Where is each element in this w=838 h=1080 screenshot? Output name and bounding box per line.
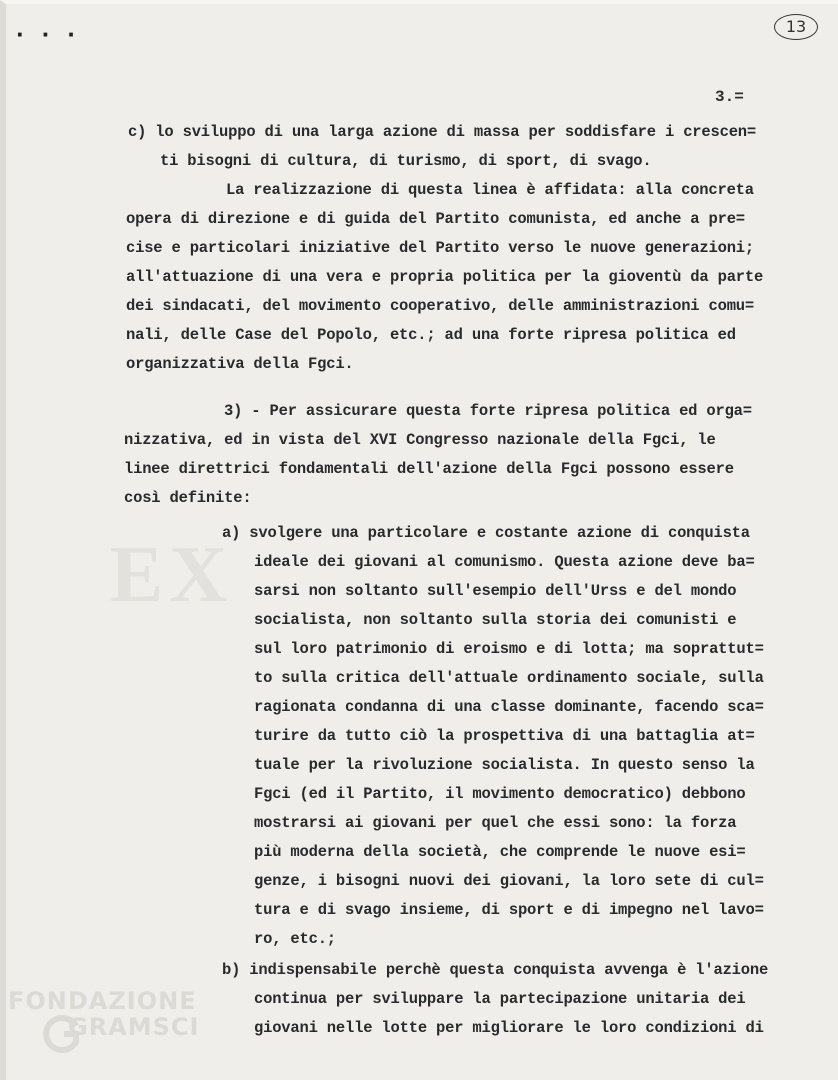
text-line: nizzativa, ed in vista del XVI Congresso nazionale della Fgci, le xyxy=(124,431,716,449)
text-line: genze, i bisogni nuovi dei giovani, la loro sete di cul= xyxy=(254,872,764,890)
text-line: to sulla critica dell'attuale ordinamento sociale, sulla xyxy=(254,669,764,687)
text-line: tura e di svago insieme, di sport e di impegno nel lavo= xyxy=(254,901,764,919)
text-line: ragionata condanna di una classe dominante, facendo sca= xyxy=(254,698,764,716)
text-line: linee direttrici fondamentali dell'azione della Fgci possono essere xyxy=(124,460,734,478)
text-line: mostrarsi ai giovani per quel che essi sono: la forza xyxy=(254,814,737,832)
fondazione-gramsci-watermark xyxy=(8,988,199,1040)
text-line: La realizzazione di questa linea è affidata: alla concreta xyxy=(226,181,754,199)
text-line: continua per sviluppare la partecipazione unitaria dei xyxy=(254,990,746,1008)
gramsci-logo-icon xyxy=(40,1012,84,1056)
text-line: Fgci (ed il Partito, il movimento democratico) debbono xyxy=(254,785,746,803)
text-line: ro, etc.; xyxy=(254,930,336,948)
text-line: così definite: xyxy=(124,489,252,507)
text-line: 3) - Per assicurare questa forte ripresa politica ed orga= xyxy=(224,402,752,420)
text-line: sul loro patrimonio di eroismo e di lotta; ma soprattut= xyxy=(254,640,764,658)
text-line: opera di direzione e di guida del Partito comunista, ed anche a pre= xyxy=(126,210,745,228)
faded-stamp: EX xyxy=(110,531,234,619)
text-line: all'attuazione di una vera e propria politica per la gioventù da parte xyxy=(126,268,764,286)
text-line: organizzativa della Fgci. xyxy=(126,355,354,373)
text-line: cise e particolari iniziative del Partito verso le nuove generazioni; xyxy=(126,239,755,257)
text-line: socialista, non soltanto sulla storia dei comunisti e xyxy=(254,611,737,629)
watermark-line-1: FONDAZIONE xyxy=(8,987,197,1015)
text-line: c) lo sviluppo di una larga azione di massa per soddisfare i crescen= xyxy=(128,123,757,141)
text-line: tuale per la rivoluzione socialista. In questo senso la xyxy=(254,756,755,774)
folio-stamp: 13 xyxy=(774,14,818,40)
text-line: turire da tutto ciò la prospettiva di una battaglia at= xyxy=(254,727,755,745)
text-line: sarsi non soltanto sull'esempio dell'Urss e del mondo xyxy=(254,582,737,600)
text-line: dei sindacati, del movimento cooperativo, delle amministrazioni comu= xyxy=(126,297,755,315)
text-line: giovani nelle lotte per migliorare le loro condizioni di xyxy=(254,1019,764,1037)
text-line: b) indispensabile perchè questa conquista avvenga è l'azione xyxy=(222,961,769,979)
ink-dots: ··· xyxy=(12,20,89,50)
watermark-line-2: GRAMSCI xyxy=(68,1013,200,1041)
text-line: più moderna della società, che comprende le nuove esi= xyxy=(254,843,746,861)
text-line: ti bisogni di cultura, di turismo, di sport, di svago. xyxy=(160,152,652,170)
text-line: a) svolgere una particolare e costante azione di conquista xyxy=(222,524,750,542)
text-line: ideale dei giovani al comunismo. Questa azione deve ba= xyxy=(254,553,755,571)
page-number: 3.= xyxy=(715,88,744,106)
text-line: nali, delle Case del Popolo, etc.; ad una forte ripresa politica ed xyxy=(126,326,736,344)
